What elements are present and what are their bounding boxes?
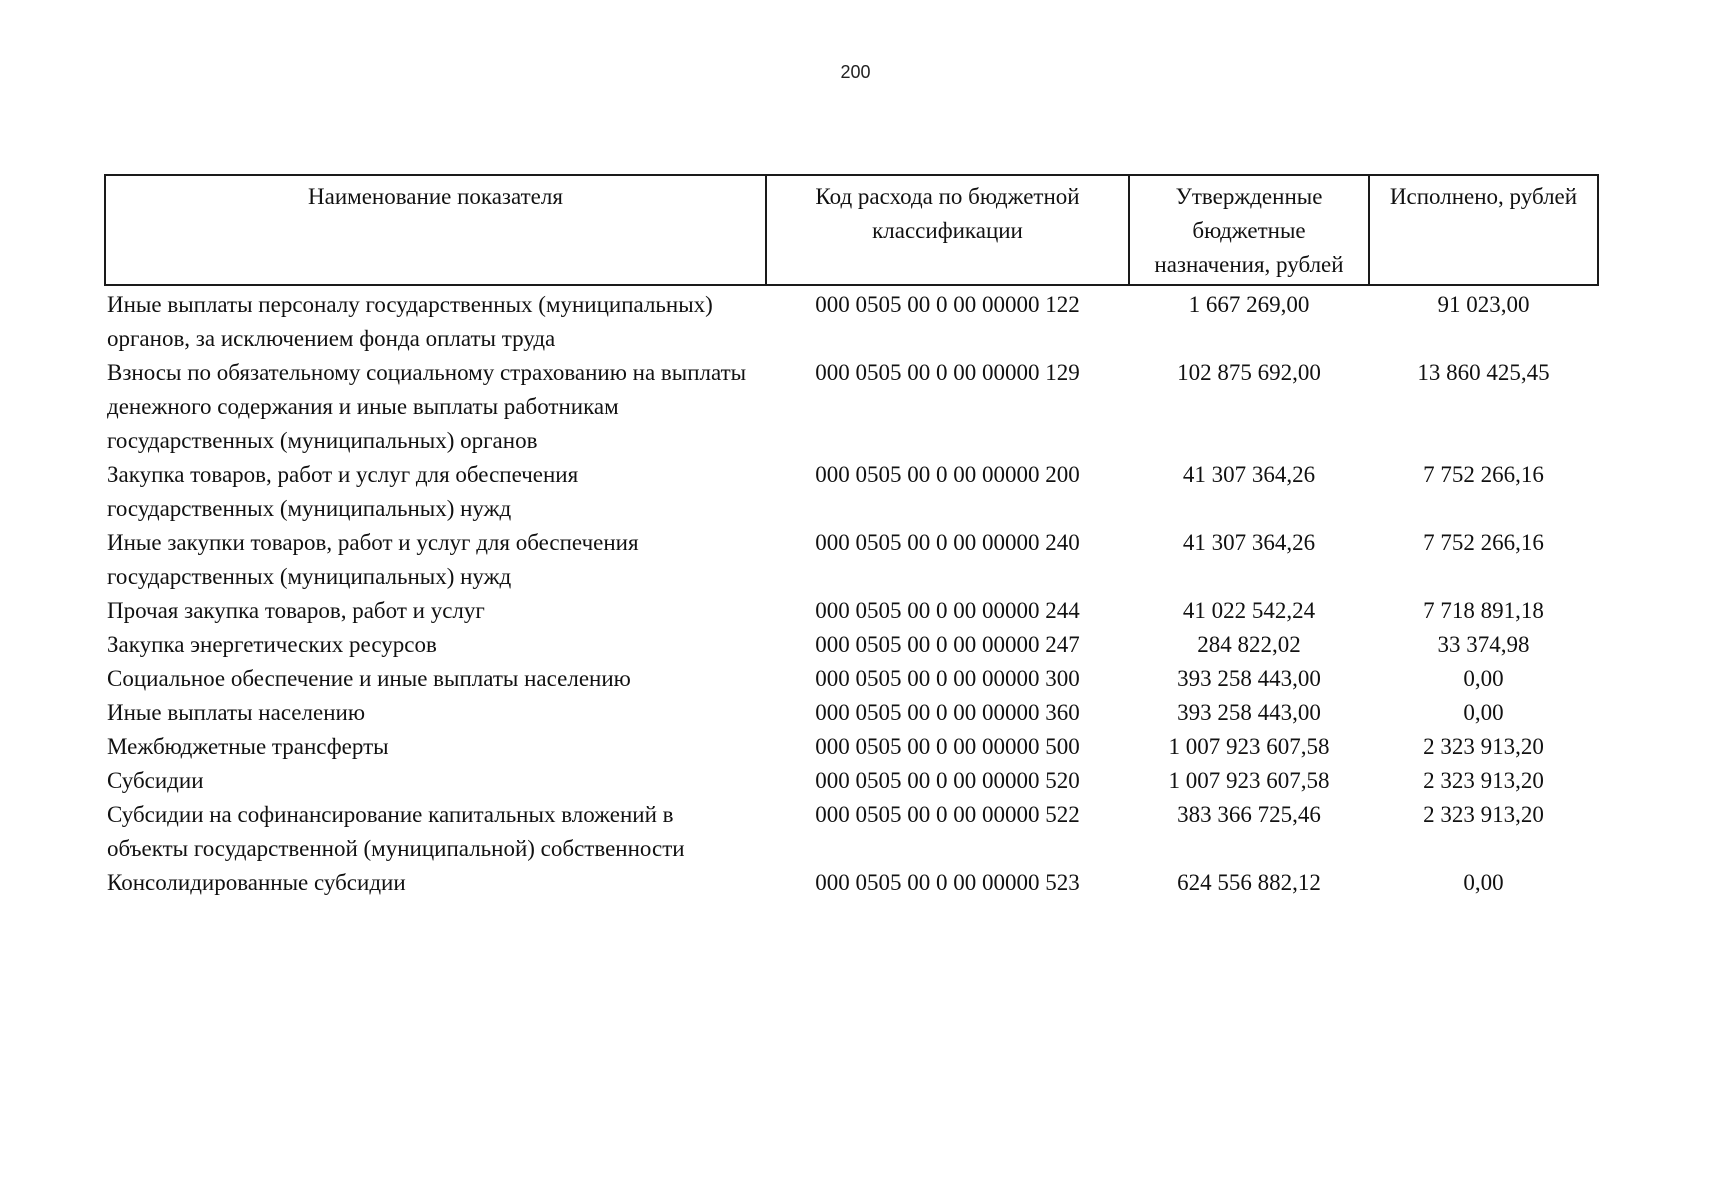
table-header-row [105,175,1598,285]
row-code: 000 0505 00 0 00 00000 300 [815,666,1080,691]
row-code: 000 0505 00 0 00 00000 522 [815,802,1080,827]
row-code: 000 0505 00 0 00 00000 240 [815,530,1080,555]
row-name: Субсидии на софинансирование капитальных вложений в объекты государственной (муниципальной) собственности [107,802,685,861]
row-approved: 393 258 443,00 [1177,700,1321,725]
row-approved: 1 007 923 607,58 [1168,734,1330,759]
header-executed: Исполнено, рублей [1369,175,1598,285]
table-row [105,764,1598,798]
row-name: Иные выплаты населению [107,700,365,725]
table-row [105,866,1598,900]
row-name: Взносы по обязательному социальному страхованию на выплаты денежного содержания и иные выплаты работникам государственных (муниципальных) органов [107,360,747,453]
row-name: Субсидии [107,768,204,793]
table-row [105,458,1598,526]
row-name: Иные закупки товаров, работ и услуг для обеспечения государственных (муниципальных) нужд [107,530,639,589]
row-executed: 7 752 266,16 [1423,530,1544,555]
row-approved: 102 875 692,00 [1177,360,1321,385]
row-name: Закупка товаров, работ и услуг для обеспечения государственных (муниципальных) нужд [107,462,579,521]
row-executed: 91 023,00 [1437,292,1530,317]
row-executed: 2 323 913,20 [1423,768,1544,793]
table-row [105,628,1598,662]
header-expense-code: Код расхода по бюджетной классификации [766,175,1129,285]
row-executed: 7 752 266,16 [1423,462,1544,487]
table-row [105,696,1598,730]
row-name: Прочая закупка товаров, работ и услуг [107,598,485,623]
row-code: 000 0505 00 0 00 00000 520 [815,768,1080,793]
row-executed: 2 323 913,20 [1423,734,1544,759]
row-approved: 41 307 364,26 [1182,530,1316,555]
row-executed: 2 323 913,20 [1423,802,1544,827]
row-approved: 41 022 542,24 [1182,598,1316,623]
row-executed: 13 860 425,45 [1417,360,1550,385]
row-name: Социальное обеспечение и иные выплаты населению [107,666,631,691]
row-approved: 1 667 269,00 [1188,292,1310,317]
row-name: Консолидированные субсидии [107,870,406,895]
budget-execution-table [104,174,1599,900]
row-approved: 624 556 882,12 [1177,870,1321,895]
header-indicator-name: Наименование показателя [105,175,766,285]
row-executed: 33 374,98 [1437,632,1530,657]
table-row [105,798,1598,866]
row-executed: 0,00 [1463,700,1504,725]
row-code: 000 0505 00 0 00 00000 523 [815,870,1080,895]
row-approved: 383 366 725,46 [1177,802,1321,827]
row-executed: 0,00 [1463,870,1504,895]
row-approved: 41 307 364,26 [1182,462,1316,487]
row-code: 000 0505 00 0 00 00000 500 [815,734,1080,759]
row-name: Закупка энергетических ресурсов [107,632,437,657]
table-row [105,526,1598,594]
row-executed: 7 718 891,18 [1423,598,1544,623]
row-approved: 284 822,02 [1197,632,1301,657]
row-code: 000 0505 00 0 00 00000 200 [815,462,1080,487]
table-row [105,662,1598,696]
table-row [105,356,1598,458]
row-code: 000 0505 00 0 00 00000 122 [815,292,1080,317]
header-approved-assignments: Утвержденные бюджетные назначения, рублей [1129,175,1369,285]
row-code: 000 0505 00 0 00 00000 247 [815,632,1080,657]
row-name: Иные выплаты персоналу государственных (муниципальных) органов, за исключением фонда оплаты труда [107,292,713,351]
row-approved: 1 007 923 607,58 [1168,768,1330,793]
row-approved: 393 258 443,00 [1177,666,1321,691]
page-number: 200 [840,62,871,82]
row-code: 000 0505 00 0 00 00000 129 [815,360,1080,385]
table-row [105,594,1598,628]
table-row [105,730,1598,764]
table-row [105,285,1598,356]
row-name: Межбюджетные трансферты [107,734,389,759]
row-executed: 0,00 [1463,666,1504,691]
row-code: 000 0505 00 0 00 00000 244 [815,598,1080,623]
row-code: 000 0505 00 0 00 00000 360 [815,700,1080,725]
